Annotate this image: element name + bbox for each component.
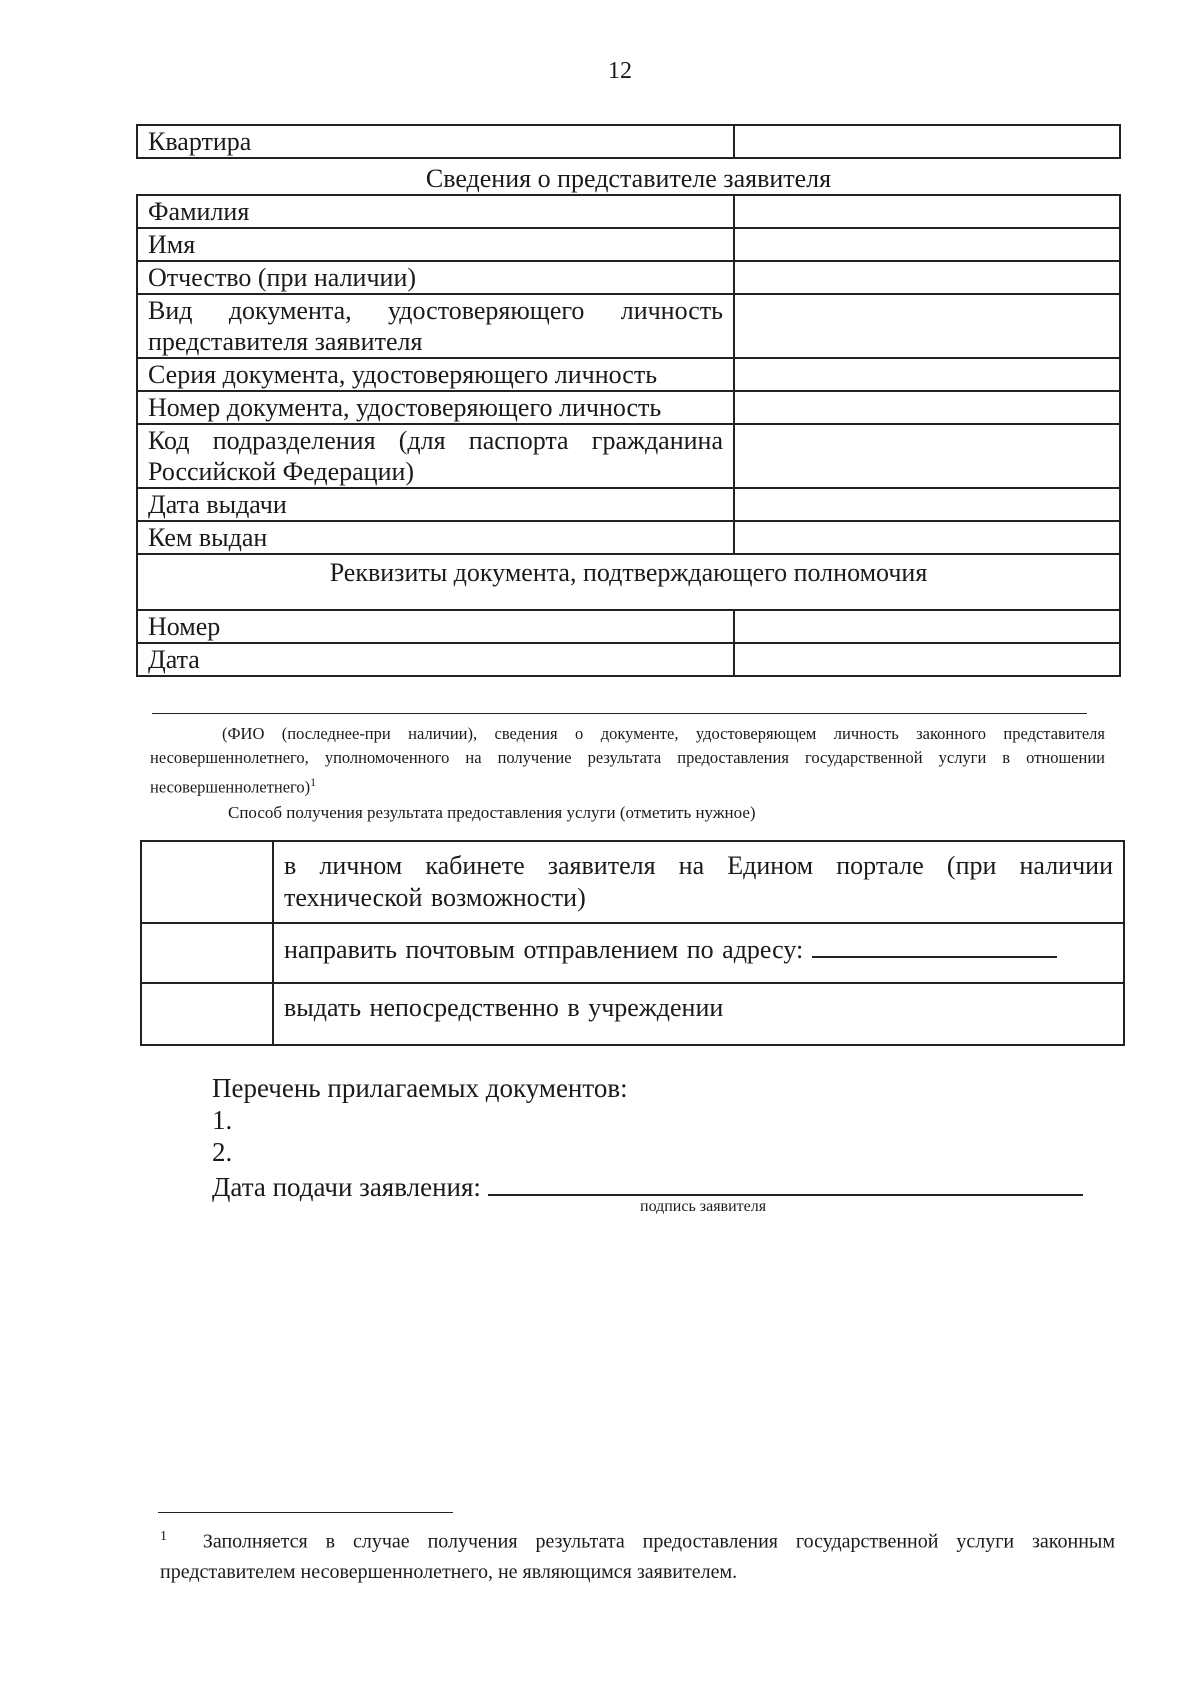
field-value-issue-date[interactable] xyxy=(734,488,1120,521)
field-value-id-document-type[interactable] xyxy=(734,294,1120,358)
field-value-authority-date[interactable] xyxy=(734,643,1120,676)
fio-entry-line[interactable] xyxy=(152,713,1087,714)
attachments-block xyxy=(212,1072,1083,1203)
method-checkbox-portal[interactable] xyxy=(141,841,273,923)
field-label-issued-by: Кем выдан xyxy=(137,521,734,554)
apartment-value-cell[interactable] xyxy=(734,125,1120,158)
field-label-division-code: Код подразделения (для паспорта гражданина Российской Федерации) xyxy=(137,424,734,488)
applicant-data-table xyxy=(136,124,1121,677)
field-value-division-code[interactable] xyxy=(734,424,1120,488)
field-label-authority-date: Дата xyxy=(137,643,734,676)
method-option-mail xyxy=(273,923,1124,983)
footnote-separator xyxy=(158,1512,453,1513)
footnote-mark: 1 xyxy=(160,1529,167,1544)
field-value-issued-by[interactable] xyxy=(734,521,1120,554)
field-value-document-series[interactable] xyxy=(734,358,1120,391)
representative-section-title: Сведения о представителе заявителя xyxy=(425,164,832,193)
signature-caption: подпись заявителя xyxy=(640,1198,767,1215)
method-option-in-person: выдать непосредственно в учреждении xyxy=(273,983,1124,1045)
fio-note-text: (ФИО (последнее-при наличии), сведения о документе, удостоверяющем личность законного представителя несовершеннолетнего, уполномоченного на получение результата предоставления государственной услуги в отношении несовершеннолетнего) xyxy=(150,724,1105,797)
field-label-id-document-type: Вид документа, удостоверяющего личность представителя заявителя xyxy=(137,294,734,358)
attachment-item-1[interactable]: 1. xyxy=(212,1105,233,1135)
method-option-mail-label: направить почтовым отправлением по адресу: xyxy=(284,935,804,964)
field-label-surname: Фамилия xyxy=(137,195,734,228)
submission-date-label: Дата подачи заявления: xyxy=(212,1172,481,1202)
field-value-surname[interactable] xyxy=(734,195,1120,228)
field-label-name: Имя xyxy=(137,228,734,261)
method-caption: Способ получения результата предоставления услуги (отметить нужное) xyxy=(228,803,756,822)
field-label-document-series: Серия документа, удостоверяющего личность xyxy=(137,358,734,391)
field-label-issue-date: Дата выдачи xyxy=(137,488,734,521)
method-checkbox-mail[interactable] xyxy=(141,923,273,983)
attachment-item-2[interactable]: 2. xyxy=(212,1137,233,1167)
field-label-patronymic: Отчество (при наличии) xyxy=(137,261,734,294)
page-number: 12 xyxy=(608,58,632,84)
method-option-portal: в личном кабинете заявителя на Едином портале (при наличии технической возможности) xyxy=(273,841,1124,923)
authority-section-title: Реквизиты документа, подтверждающего полномочия xyxy=(137,554,1120,610)
field-value-authority-number[interactable] xyxy=(734,610,1120,643)
delivery-method-table xyxy=(140,840,1125,1046)
method-checkbox-in-person[interactable] xyxy=(141,983,273,1045)
submission-date-signature-line[interactable] xyxy=(488,1168,1083,1196)
attachments-title: Перечень прилагаемых документов: xyxy=(212,1073,628,1103)
field-value-document-number[interactable] xyxy=(734,391,1120,424)
apartment-label: Квартира xyxy=(137,125,734,158)
fio-note-footnote-mark: 1 xyxy=(310,775,317,789)
field-label-authority-number: Номер xyxy=(137,610,734,643)
field-label-document-number: Номер документа, удостоверяющего личность xyxy=(137,391,734,424)
footnote-text: Заполняется в случае получения результата предоставления государственной услуги законным представителем несовершеннолетнего, не являющимся заявителем. xyxy=(160,1530,1116,1583)
fio-note xyxy=(150,722,1105,800)
footnote xyxy=(160,1522,1115,1587)
mail-address-field[interactable] xyxy=(812,932,1057,958)
field-value-patronymic[interactable] xyxy=(734,261,1120,294)
field-value-name[interactable] xyxy=(734,228,1120,261)
